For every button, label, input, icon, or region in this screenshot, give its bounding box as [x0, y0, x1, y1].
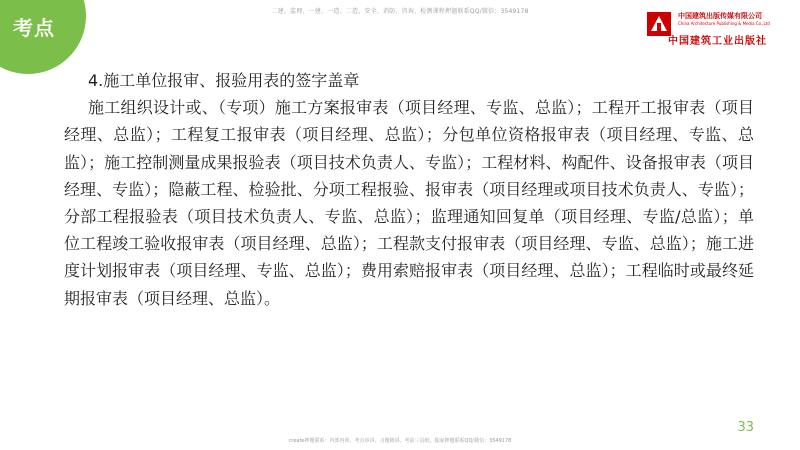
publisher-name-cn: 中国建筑出版传媒有限公司 — [678, 12, 762, 20]
publisher-logo-block — [646, 9, 784, 49]
slide-content — [64, 67, 754, 312]
footer-watermark: create押题联系：内部内训、考点串讲、习题精讲、考前三页纸、独家押题联系QQ/微信：3549178 — [288, 438, 512, 444]
badge-label: 考点 — [13, 16, 55, 40]
publisher-name-en: China Architecture Publishing & Media Co.,Ltd — [678, 21, 770, 26]
publisher-calligraphy: 中国建筑工业出版社 — [668, 36, 767, 47]
page-number: 33 — [737, 420, 754, 435]
header-watermark: 二建、监理、一建、一造、二造、安全、消防、咨询、检测课程押题联系QQ/微信：3549178 — [271, 8, 529, 15]
section-heading: 4.施工单位报审、报验用表的签字盖章 — [88, 71, 360, 90]
body-paragraph: 施工组织设计或、（专项）施工方案报审表（项目经理、专监、总监）；工程开工报审表（项目经理、总监）；工程复工报审表（项目经理、总监）；分包单位资格报审表（项目经理、专监、总监）；施工控制测量成果报验表（项目技术负责人、专监）；工程材料、构配件、设备报审表（项目经理、专监）；隐蔽工程、检验批、分项工程报验、报审表（项目经理或项目技术负责人、专监）；分部工程报验表（项目技术负责人、专监、总监）；监理通知回复单（项目经理、专监/总监）；单位工程竣工验收报审表（项目经理、总监）；工程款支付报审表（项目经理、专监、总监）；施工进度计划报审表（项目经理、专监、总监）；费用索赔报审表（项目经理、总监）；工程临时或最终延期报审表（项目经理、总监）。 — [64, 98, 754, 308]
